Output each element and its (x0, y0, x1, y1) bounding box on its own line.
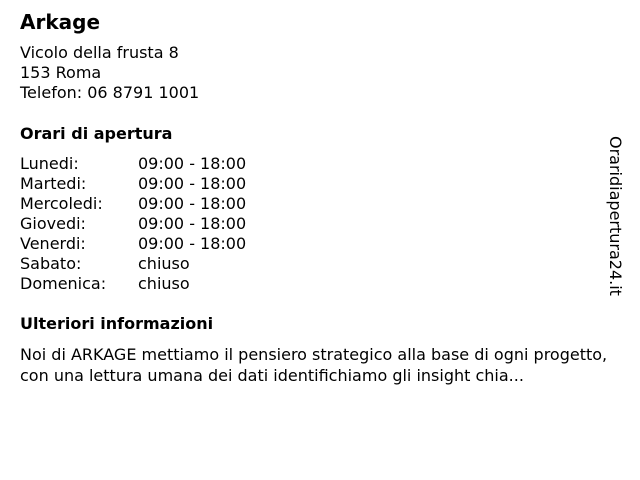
phone-number: Telefon: 06 8791 1001 (20, 83, 200, 102)
day-label: Martedi: (20, 174, 87, 193)
hours-value: 09:00 - 18:00 (138, 234, 247, 253)
hours-value: 09:00 - 18:00 (138, 174, 247, 193)
hours-value: 09:00 - 18:00 (138, 214, 247, 233)
day-label: Venerdi: (20, 234, 86, 253)
street-address: Vicolo della frusta 8 (20, 43, 179, 62)
business-name: Arkage (20, 10, 101, 34)
day-label: Lunedi: (20, 154, 79, 173)
hours-value: chiuso (138, 274, 190, 293)
day-label: Sabato: (20, 254, 82, 273)
hours-value: 09:00 - 18:00 (138, 154, 247, 173)
site-watermark: Oraridiapertura24.it (606, 136, 625, 296)
hours-value: 09:00 - 18:00 (138, 194, 247, 213)
hours-value: chiuso (138, 254, 190, 273)
opening-hours-heading: Orari di apertura (20, 124, 173, 143)
address-block (20, 43, 199, 103)
day-label: Domenica: (20, 274, 107, 293)
day-label: Giovedi: (20, 214, 86, 233)
city: 153 Roma (20, 63, 102, 82)
further-info-heading: Ulteriori informazioni (20, 314, 214, 333)
business-description: Noi di ARKAGE mettiamo il pensiero strategico alla base di ogni progetto, con una lettura umana dei dati identifichiamo gli insight chia... (20, 345, 608, 385)
day-label: Mercoledi: (20, 194, 103, 213)
